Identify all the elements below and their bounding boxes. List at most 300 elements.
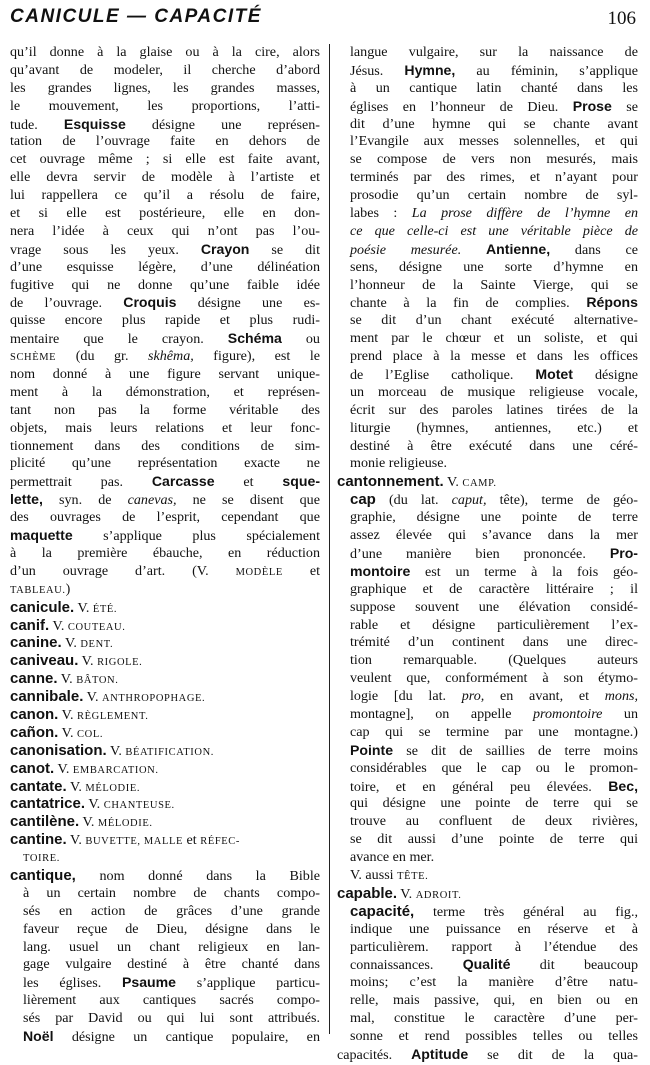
text-run: qui désigne une pointe de terre qui se — [350, 795, 638, 812]
headword: cantonnement. — [337, 473, 444, 491]
text-run: V. — [78, 653, 98, 670]
text-run: COL. — [77, 728, 104, 740]
text-run: terminés par des rimes, et n’ayant pour — [350, 169, 638, 186]
text-run: l’honneur de la Sainte Vierge, qui se — [350, 276, 638, 293]
text-run: se dit d’un chant exécuté alternative- — [350, 312, 638, 329]
text-run: mal, constitue le caractère d’une per- — [350, 1010, 638, 1027]
text-run: se dit de saillies de terre moins — [393, 742, 638, 759]
headword: capable. — [337, 884, 398, 902]
headword: cannibale. — [10, 688, 84, 706]
text-line — [337, 867, 638, 885]
text-run: suppose souvent une élévation considé- — [350, 598, 638, 615]
text-run: prend place à la messe et dans les offices — [350, 348, 638, 365]
text-run: (du lat. — [375, 492, 452, 509]
text-line — [337, 294, 638, 312]
text-line — [337, 778, 638, 796]
synonym-term: sque- — [282, 473, 321, 490]
text-line — [10, 44, 320, 62]
text-run: poésie mesurée. — [350, 241, 462, 258]
text-line — [337, 438, 638, 456]
text-line — [10, 151, 320, 169]
text-line — [10, 455, 320, 473]
text-line — [337, 384, 638, 402]
text-run: liturgie (hymnes, antiennes, etc.) et — [350, 419, 638, 436]
text-line — [10, 384, 320, 402]
text-run: V. aussi — [350, 866, 398, 883]
text-line — [10, 813, 320, 831]
headword: cañon. — [10, 723, 59, 741]
text-run: ment par le chœur et un soliste, et qui — [350, 330, 638, 347]
text-run: TOIRE. — [23, 853, 60, 865]
synonym-term: Crayon — [200, 240, 250, 257]
text-line — [10, 169, 320, 187]
text-line — [10, 974, 320, 992]
text-line — [10, 921, 320, 939]
text-run: BÂTON. — [76, 675, 119, 687]
text-run: particulièrem. rapport à l’étendue des — [350, 938, 638, 955]
text-run: graphie, désigne une pointe de terre — [350, 509, 638, 526]
text-run: prosodie qu’un certain nombre de syl- — [350, 187, 638, 204]
text-line — [10, 939, 320, 957]
text-run: faveur reçue de Dieu, désigne dans le — [23, 920, 320, 937]
text-line — [10, 795, 320, 813]
text-line — [337, 366, 638, 384]
text-run: assez élevée qui s’avance dans la mer — [350, 527, 638, 544]
text-line — [10, 205, 320, 223]
text-line — [337, 348, 638, 366]
text-run: qu’avant de modeler, il cherche d’abord — [10, 61, 320, 78]
headword: cantine. — [10, 831, 67, 849]
text-run: canevas, — [127, 492, 177, 509]
text-line — [337, 223, 638, 241]
text-line — [10, 831, 320, 849]
page-header — [10, 6, 636, 36]
text-run: connaissances. — [350, 957, 463, 974]
text-run: rable et désigne particulièrement l’ex- — [350, 616, 638, 633]
text-line — [337, 670, 638, 688]
headword: canicule. — [10, 598, 75, 616]
text-line — [337, 760, 638, 778]
text-line — [10, 599, 320, 617]
synonym-term: Bec, — [608, 777, 638, 794]
text-run: désigne une es- — [176, 295, 321, 312]
left-column — [10, 44, 320, 1046]
text-run — [461, 242, 486, 258]
text-line — [10, 706, 320, 724]
text-line — [10, 724, 320, 742]
text-run: lièrement aux cantiques sacrés compo- — [23, 992, 320, 1009]
text-line — [10, 545, 320, 563]
text-line — [337, 62, 638, 80]
text-run: ) — [65, 580, 71, 597]
text-run: indique une puissance en réserve et à — [350, 920, 638, 937]
text-run: V. — [66, 832, 86, 849]
text-run: MÉLODIE. — [85, 782, 141, 794]
headword: cantique, — [10, 866, 76, 884]
text-run: monie religieuse. — [350, 455, 448, 472]
text-run: ou — [281, 331, 320, 348]
running-title: CANICULE — CAPACITÉ — [10, 6, 262, 27]
text-run: ÉTÉ. — [92, 603, 118, 615]
text-line — [337, 151, 638, 169]
text-run: désigne une représen- — [125, 116, 321, 133]
text-run: se — [611, 98, 639, 115]
text-run: tête), terme de géo- — [486, 492, 638, 509]
text-line — [337, 312, 638, 330]
text-line — [10, 527, 320, 545]
text-line — [337, 652, 638, 670]
text-run: des ouvrages de l’esprit, cependant que — [10, 509, 320, 526]
synonym-term: Motet — [535, 366, 573, 383]
text-run: désigne un cantique populaire, en — [53, 1028, 320, 1045]
text-run: relle, mais passive, qui, en bien ou en — [350, 992, 638, 1009]
text-run: d’un ouvrage d’art. (V. — [10, 562, 236, 579]
headword: cantilène. — [10, 813, 80, 831]
text-line — [337, 527, 638, 545]
headword: canif. — [10, 616, 50, 634]
text-run: se dit aussi d’une pointe de terre qui — [350, 831, 638, 848]
headword: cantate. — [10, 777, 67, 795]
text-run: logie [du lat. — [350, 688, 462, 705]
text-line — [10, 116, 320, 134]
text-run: ADROIT. — [415, 889, 462, 901]
text-run: et — [214, 474, 283, 491]
text-line — [10, 778, 320, 796]
text-run: nom donné dans la Bible — [75, 867, 320, 884]
synonym-term: Psaume — [121, 974, 177, 991]
text-line — [337, 831, 638, 849]
text-run: RIGOLE. — [97, 657, 143, 669]
text-line — [10, 849, 320, 867]
text-line — [337, 491, 638, 509]
text-line — [337, 330, 638, 348]
text-line — [337, 241, 638, 259]
text-line — [337, 688, 638, 706]
text-run: tion remarquable. (Quelques auteurs — [350, 652, 638, 669]
text-run: et — [183, 832, 201, 849]
text-run: V. — [443, 474, 463, 491]
text-line — [10, 80, 320, 98]
text-run: dit d’une hymne qui se chante avant — [350, 115, 638, 132]
text-line — [10, 330, 320, 348]
synonym-term: Pro- — [609, 544, 638, 561]
text-line — [10, 885, 320, 903]
text-line — [337, 813, 638, 831]
text-run: cap qui se termine par une montagne.) — [350, 723, 638, 740]
text-run: dans ce — [550, 241, 638, 258]
right-column — [337, 44, 638, 1064]
text-run: RÈGLEMENT. — [77, 710, 149, 722]
text-run: trémité d’un continent dans une direc- — [350, 634, 638, 651]
text-run: toire, et en général peu élevées. — [350, 778, 609, 795]
text-run: langue vulgaire, sur la naissance de — [350, 44, 638, 60]
text-run: se dit de la qua- — [468, 1046, 638, 1063]
text-line — [337, 956, 638, 974]
text-run: en avant, et — [484, 688, 605, 705]
text-run: TABLEAU. — [10, 584, 66, 596]
text-line — [10, 312, 320, 330]
text-line — [337, 133, 638, 151]
text-line — [10, 259, 320, 277]
text-line — [337, 903, 638, 921]
text-line — [337, 259, 638, 277]
headword: cantatrice. — [10, 795, 86, 813]
text-run: nom donné à une figure servant unique- — [10, 366, 320, 383]
synonym-term: Noël — [23, 1027, 54, 1044]
text-run: RÉFEC- — [200, 836, 241, 848]
text-line — [337, 1028, 638, 1046]
text-line — [10, 420, 320, 438]
text-run: s’applique particu- — [176, 975, 320, 992]
text-line — [337, 706, 638, 724]
synonym-term: Qualité — [462, 956, 511, 973]
text-line — [337, 402, 638, 420]
text-run: avance en mer. — [350, 849, 435, 866]
text-line — [337, 1046, 638, 1064]
text-run: V. — [106, 742, 126, 759]
text-run: TÊTE. — [397, 870, 429, 882]
text-line — [10, 402, 320, 420]
text-run: se compose de vers non mesurés, mais — [350, 151, 638, 168]
text-run: d’une manière bien prononcée. — [350, 545, 610, 562]
text-run: V. — [66, 778, 86, 795]
text-run: écrit sur des paroles latines tirées de la — [350, 401, 638, 418]
text-run: V. — [397, 885, 416, 902]
text-line — [337, 563, 638, 581]
text-run: destiné à être exécuté dans une céré- — [350, 437, 638, 454]
text-line — [10, 294, 320, 312]
text-run: le mouvement, les proportions, l’atti- — [10, 97, 320, 114]
text-run: lui rappellera ce qu’il a résolu de faire, — [10, 187, 320, 204]
text-line — [337, 1010, 638, 1028]
text-run: labes : — [350, 205, 412, 222]
text-run: tant non pas la forme véritable des — [10, 401, 320, 418]
text-line — [10, 617, 320, 635]
text-line — [337, 974, 638, 992]
text-run: et si elle est postérieure, elle en don- — [10, 205, 320, 222]
text-run: de l’Eglise catholique. — [350, 367, 536, 384]
text-line — [337, 992, 638, 1010]
text-line — [10, 688, 320, 706]
text-line — [337, 455, 638, 473]
text-run: skhêma, — [147, 348, 194, 365]
text-run: s’applique plus spécialement — [72, 528, 320, 545]
text-line — [337, 187, 638, 205]
text-line — [10, 438, 320, 456]
text-run: caput, — [451, 492, 487, 509]
text-line — [337, 581, 638, 599]
synonym-term: Antienne, — [485, 240, 551, 257]
synonym-term: Pointe — [350, 741, 394, 758]
text-run: mentaire que le crayon. — [10, 331, 228, 348]
synonym-term: Aptitude — [411, 1045, 469, 1062]
text-line — [337, 98, 638, 116]
text-line — [10, 760, 320, 778]
text-line — [10, 903, 320, 921]
text-run: l’Evangile aux messes solennelles, et qui — [350, 133, 638, 150]
text-run: tude. — [10, 116, 64, 133]
text-line — [337, 169, 638, 187]
text-line — [10, 992, 320, 1010]
text-run: cet ouvrage même ; si elle est faite avant, — [10, 151, 320, 168]
text-line — [337, 44, 638, 62]
headword: canot. — [10, 759, 55, 777]
text-run: BUVETTE, MALLE — [85, 836, 184, 848]
text-run: tionnement dans des conditions de sim- — [10, 437, 320, 454]
text-line — [337, 795, 638, 813]
text-line — [10, 187, 320, 205]
text-run: V. — [79, 814, 98, 831]
text-line — [337, 724, 638, 742]
text-line — [10, 491, 320, 509]
text-run: Jésus. — [350, 62, 405, 79]
text-run: désigne — [572, 367, 639, 384]
text-run: V. — [57, 671, 77, 688]
text-run: V. — [61, 635, 81, 652]
text-run: V. — [49, 617, 68, 634]
text-run: d’une esquisse légère, d’une délinéation — [10, 258, 320, 275]
text-line — [10, 509, 320, 527]
text-line — [10, 1010, 320, 1028]
headword: canon. — [10, 705, 59, 723]
text-run: V. — [85, 796, 104, 813]
text-run: capacités. — [337, 1046, 412, 1063]
text-line — [337, 617, 638, 635]
text-line — [10, 563, 320, 581]
text-line — [337, 116, 638, 134]
text-line — [10, 867, 320, 885]
text-line — [10, 652, 320, 670]
text-line — [337, 599, 638, 617]
text-run: sonne et rend possibles telles ou telles — [350, 1027, 638, 1044]
text-run: chante à la fin de complies. — [350, 295, 587, 312]
text-run: quisse encore plus rapide et plus rudi- — [10, 312, 320, 329]
text-run: vrage sous les yeux. — [10, 241, 201, 258]
synonym-term: montoire — [350, 562, 411, 579]
text-line — [10, 366, 320, 384]
headword: caniveau. — [10, 652, 79, 670]
text-run: tation de l’ouvrage faite en dehors de — [10, 133, 320, 150]
headword: cap — [350, 491, 376, 509]
text-run: ment à la démonstration, et représen- — [10, 383, 320, 400]
text-run: un — [602, 705, 638, 722]
text-run: est un terme à la fois géo- — [410, 563, 638, 580]
text-line — [337, 939, 638, 957]
headword: canonisation. — [10, 741, 107, 759]
text-run: promontoire — [533, 705, 603, 722]
text-run: ne se disent que — [176, 492, 320, 509]
text-line — [10, 277, 320, 295]
text-line — [10, 223, 320, 241]
text-run: terme très général au fig., — [414, 903, 638, 920]
text-run: se dit — [249, 241, 320, 258]
headword: capacité, — [350, 902, 415, 920]
text-run: BÉATIFICATION. — [125, 746, 214, 758]
text-run: V. — [58, 706, 78, 723]
text-run: MÉLODIE. — [97, 818, 153, 830]
text-line — [10, 241, 320, 259]
text-run: les grandes lignes, les grandes masses, — [10, 79, 320, 96]
text-line — [337, 473, 638, 491]
text-run: MODÈLE — [235, 566, 283, 578]
text-run: fugitive qui ne donne qu’une faible idée — [10, 276, 320, 293]
text-line — [10, 1028, 320, 1046]
text-line — [10, 670, 320, 688]
synonym-term: maquette — [10, 527, 73, 544]
text-run: à un certain nombre de chants compo- — [23, 884, 320, 901]
text-run: qu’il donne à la glaise ou à la cire, alors — [10, 44, 320, 60]
text-run: nera l’idée à ceux qui n’ont pas l’ou- — [10, 222, 320, 239]
synonym-term: Hymne, — [404, 61, 456, 78]
synonym-term: Répons — [586, 294, 638, 311]
text-run: un morceau de musique religieuse vocale, — [350, 383, 638, 400]
text-run: montagne], on appelle — [350, 705, 533, 722]
text-line — [337, 921, 638, 939]
headword: canine. — [10, 634, 62, 652]
text-run: de l’ouvrage. — [10, 295, 124, 312]
headword: canne. — [10, 670, 58, 688]
text-run: et — [282, 562, 320, 579]
text-run: au féminin, s’applique — [455, 62, 638, 79]
text-line — [337, 509, 638, 527]
synonym-term: Croquis — [123, 294, 177, 311]
text-line — [10, 634, 320, 652]
text-run: CAMP. — [462, 478, 497, 490]
text-run: à la première ébauche, en réduction — [10, 544, 320, 561]
text-run: elle devra servir de modèle à l’artiste et — [10, 169, 320, 186]
text-run: SCHÈME — [10, 352, 57, 364]
text-run: V. — [83, 689, 103, 706]
text-line — [337, 885, 638, 903]
text-line — [10, 742, 320, 760]
text-run: figure), est le — [193, 348, 320, 365]
text-run: considérables que le cap ou le promon- — [350, 759, 638, 776]
text-run: CHANTEUSE. — [103, 800, 175, 812]
text-run: V. — [54, 760, 73, 777]
text-line — [10, 98, 320, 116]
synonym-term: Prose — [572, 97, 612, 114]
text-line — [337, 742, 638, 760]
text-run: objets, mais leurs relations et leur fonc- — [10, 419, 320, 436]
text-line — [337, 277, 638, 295]
text-run: sés en action de grâces d’une grande — [23, 902, 320, 919]
text-line — [10, 133, 320, 151]
text-run: V. — [58, 724, 78, 741]
text-line — [10, 473, 320, 491]
text-run: les églises. — [23, 975, 122, 992]
text-line — [337, 545, 638, 563]
text-run: V. — [74, 599, 93, 616]
text-run: à un cantique latin chanté dans les — [350, 79, 638, 96]
text-line — [337, 634, 638, 652]
text-line — [337, 420, 638, 438]
text-line — [337, 205, 638, 223]
text-run: veulent que, conformément à son étymo- — [350, 670, 638, 687]
text-run: EMBARCATION. — [72, 764, 159, 776]
synonym-term: Esquisse — [63, 115, 126, 132]
text-run: DENT. — [80, 639, 114, 651]
text-run: sens, désigne une sorte d’hymne en — [350, 258, 638, 275]
text-run: (du gr. — [56, 348, 148, 365]
text-run: syn. de — [42, 492, 128, 509]
text-run: gage vulgaire destiné à être chanté dans — [23, 956, 320, 973]
text-run: mons, — [604, 688, 638, 705]
text-line — [337, 80, 638, 98]
text-run: plicité qu’une représentation exacte ne — [10, 455, 320, 472]
synonym-term: Schéma — [227, 330, 282, 347]
text-line — [10, 956, 320, 974]
column-divider — [329, 44, 330, 1034]
